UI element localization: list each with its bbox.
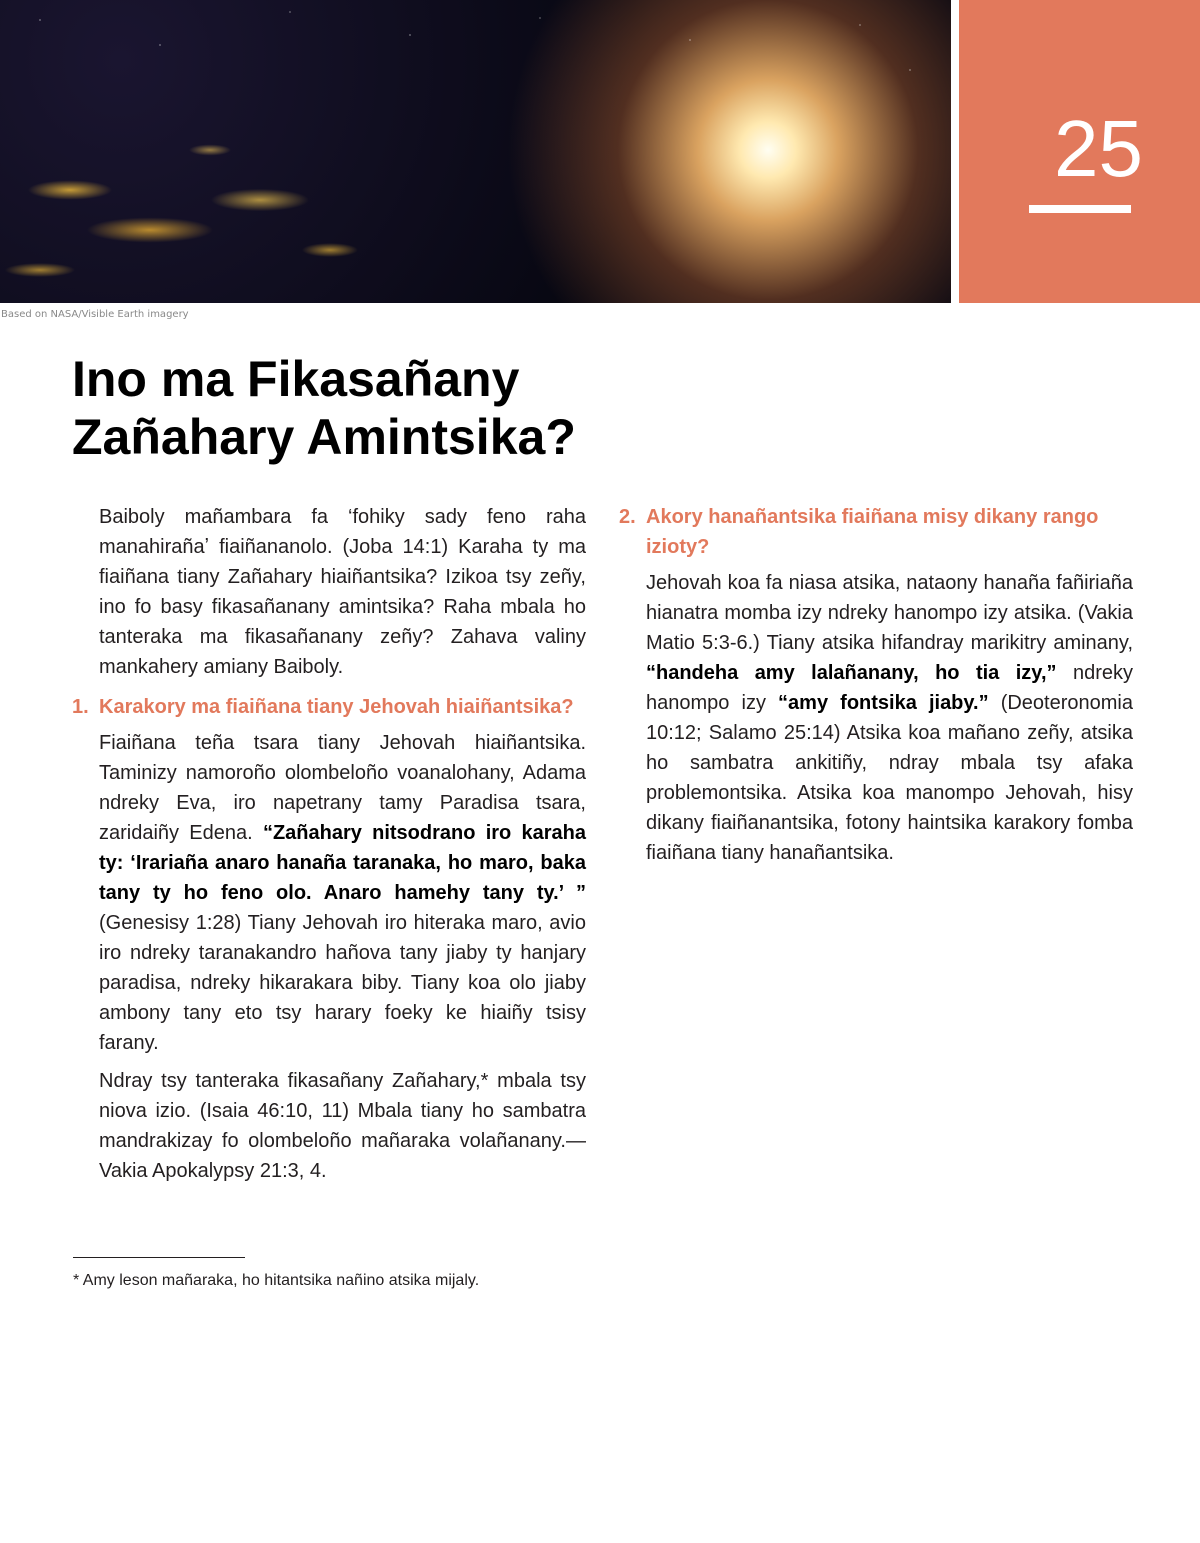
- city-lights: [0, 0, 951, 303]
- page-title: [72, 350, 772, 466]
- intro-paragraph: Baiboly mañambara fa ‘fohiky sady feno raha manahirañaʼ fiaiñananolo. (Joba 14:1) Karaha ty ma fiaiñana tiany Zañahary hiaiñantsika? Izikoa tsy zeñy, ino fo basy fikasañanany amintsika? Raha mbala ho tanteraka ma fikasañanany zeñy? Zahava valiny mankahery amiany Baiboly.: [99, 506, 586, 678]
- title-line-1: Ino ma Fikasañany: [72, 351, 520, 407]
- chapter-badge: [959, 0, 1200, 303]
- answer-2-quote-2: “amy fontsika jiaby.”: [778, 692, 989, 714]
- left-column: [72, 502, 586, 1194]
- answer-2-quote-1: “handeha amy lalañanany, ho tia izy,”: [646, 662, 1057, 684]
- question-1: [72, 692, 586, 722]
- right-column: [619, 502, 1133, 876]
- answer-1-paragraph: [99, 728, 586, 1058]
- answer-1-quote: “Zañahary nitsodrano iro karaha ty: ‘Irariaña anaro hanaña taranaka, ho maro, baka tany ty ho feno olo. Anaro hamehy tany ty.’ ”: [99, 822, 586, 904]
- title-line-2: Zañahary Amintsika?: [72, 409, 576, 465]
- image-credit: Based on NASA/Visible Earth imagery: [1, 309, 189, 320]
- footnote-divider: [73, 1257, 245, 1258]
- question-2-text: Akory hanañantsika fiaiñana misy dikany rango izioty?: [646, 506, 1099, 558]
- answer-2-text-a: Jehovah koa fa niasa atsika, nataony hanaña fañiriaña hianatra momba izy ndreky hanompo izy atsika. (Vakia Matio 5:3-6.) Tiany atsika hifandray marikitry aminany,: [646, 572, 1133, 654]
- question-1-number: 1.: [72, 696, 89, 718]
- hero-earth-image: [0, 0, 951, 303]
- question-2: [619, 502, 1133, 562]
- question-1-text: Karakory ma fiaiñana tiany Jehovah hiaiñantsika?: [99, 696, 574, 718]
- answer-2-paragraph: [646, 568, 1133, 868]
- chapter-number: 25: [1054, 104, 1143, 193]
- question-2-number: 2.: [619, 506, 636, 528]
- answer-1-paragraph-2: Ndray tsy tanteraka fikasañany Zañahary,* mbala tsy niova izio. (Isaia 46:10, 11) Mbala tiany ho sambatra mandrakizay fo olombeloño mañaraka volañanany.—Vakia Apokalypsy 21:3, 4.: [99, 1070, 586, 1182]
- answer-2-text-c: (Deoteronomia 10:12; Salamo 25:14) Atsika koa mañano zeñy, atsika ho sambatra ankitiñy, ndray mbala tsy afaka problemontsika. Atsika koa manompo Jehovah, hisy dikany fiaiñanantsika, fotony haintsika karakory fomba fiaiñana tiany hanañantsika.: [646, 692, 1133, 864]
- answer-2-text-b: ndreky hanompo izy: [646, 662, 1133, 714]
- footnote: * Amy leson mañaraka, ho hitantsika nañino atsika mijaly.: [73, 1272, 480, 1289]
- answer-1-text-a: Fiaiñana teña tsara tiany Jehovah hiaiñantsika. Taminizy namoroño olombeloño voanalohany, Adama ndreky Eva, iro napetrany tamy Paradisa tsara, zaridaiñy Edena.: [99, 732, 586, 844]
- chapter-underline: [1029, 205, 1131, 213]
- answer-1-text-b: (Genesisy 1:28) Tiany Jehovah iro hiteraka maro, avio iro ndreky taranakandro hañova tany jiaby ty hanjary paradisa, ndreky hikarakara biby. Tiany koa olo jiaby ambony tany eto tsy harary foeky ke hiaiñy tsisy farany.: [99, 912, 586, 1054]
